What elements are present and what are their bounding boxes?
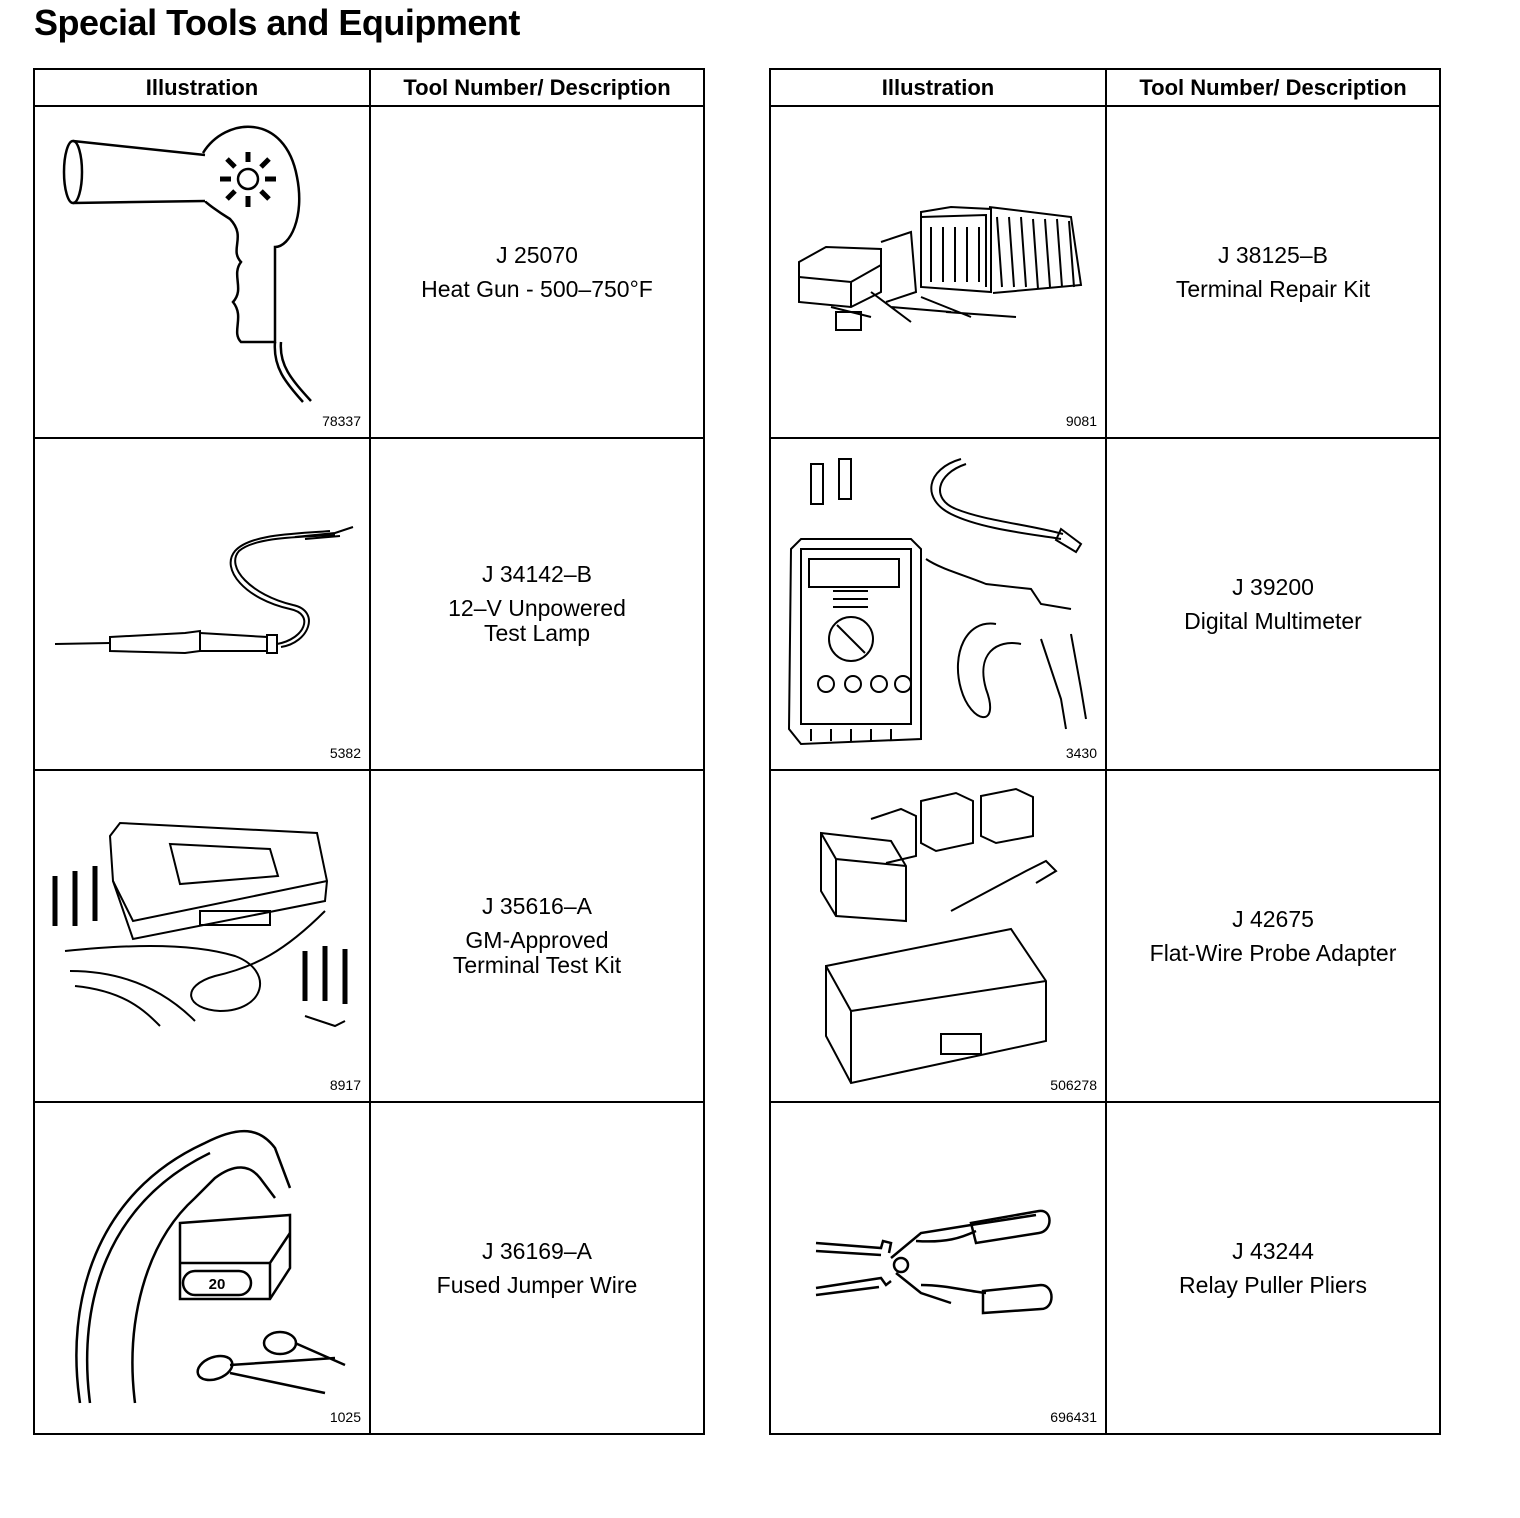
- fuse-rating-badge: 20: [208, 1276, 226, 1293]
- tool-description: GM-Approved Terminal Test Kit: [452, 927, 622, 978]
- figure-number: 78337: [322, 413, 361, 429]
- illustration-cell: [34, 770, 370, 1102]
- description-cell: [370, 106, 704, 438]
- description-cell: [370, 1102, 704, 1434]
- relay-puller-pliers-icon: [771, 1103, 1105, 1433]
- figure-number: 696431: [1050, 1409, 1097, 1425]
- terminal-repair-kit-icon: [771, 107, 1105, 437]
- terminal-test-kit-icon: [35, 771, 369, 1101]
- test-lamp-icon: [35, 439, 369, 769]
- tool-description: Flat-Wire Probe Adapter: [1149, 939, 1397, 966]
- description-header: Tool Number/ Description: [1106, 69, 1440, 106]
- tool-description: Digital Multimeter: [1184, 607, 1362, 634]
- table-row: [34, 1102, 704, 1434]
- illustration-header: Illustration: [34, 69, 370, 106]
- description-cell: [370, 770, 704, 1102]
- description-cell: [1106, 438, 1440, 770]
- tool-number: J 35616–A: [482, 893, 592, 919]
- fused-jumper-wire-icon: [35, 1103, 369, 1433]
- table-row: [34, 106, 704, 438]
- illustration-header: Illustration: [770, 69, 1106, 106]
- illustration-cell: [34, 438, 370, 770]
- description-cell: [370, 438, 704, 770]
- tool-number: J 34142–B: [482, 561, 592, 587]
- tool-description: Relay Puller Pliers: [1179, 1271, 1367, 1298]
- description-cell: [1106, 770, 1440, 1102]
- figure-number: 8917: [329, 1077, 361, 1093]
- tool-number: J 36169–A: [482, 1237, 592, 1264]
- illustration-cell: [34, 1102, 370, 1434]
- description-cell: [1106, 106, 1440, 438]
- illustration-cell: [34, 106, 370, 438]
- page-title: Special Tools and Equipment: [34, 2, 520, 43]
- tools-table-left: [33, 68, 705, 1435]
- table-row: [34, 438, 704, 770]
- description-header: Tool Number/ Description: [370, 69, 704, 106]
- illustration-cell: [770, 106, 1106, 438]
- illustration-cell: [770, 438, 1106, 770]
- tool-description: Terminal Repair Kit: [1175, 275, 1371, 302]
- figure-number: 506278: [1050, 1077, 1097, 1093]
- table-row: [770, 438, 1440, 770]
- tool-number: J 43244: [1232, 1237, 1314, 1264]
- probe-adapter-icon: [771, 771, 1105, 1101]
- digital-multimeter-icon: [771, 439, 1105, 769]
- table-header-row: [770, 69, 1440, 106]
- table-row: [770, 106, 1440, 438]
- table-row: [34, 770, 704, 1102]
- tool-number: J 42675: [1232, 905, 1314, 932]
- illustration-cell: [770, 1102, 1106, 1434]
- figure-number: 9081: [1065, 413, 1097, 429]
- table-header-row: [34, 69, 704, 106]
- tool-description: Fused Jumper Wire: [436, 1271, 638, 1298]
- tool-description: 12–V Unpowered Test Lamp: [448, 595, 626, 646]
- illustration-cell: [770, 770, 1106, 1102]
- figure-number: 3430: [1065, 745, 1097, 761]
- heat-gun-icon: [35, 107, 369, 437]
- tools-table-right: [769, 68, 1441, 1435]
- tool-number: J 25070: [496, 241, 578, 268]
- table-row: [770, 1102, 1440, 1434]
- tool-description: Heat Gun - 500–750°F: [421, 275, 653, 302]
- tool-number: J 38125–B: [1218, 241, 1328, 268]
- description-cell: [1106, 1102, 1440, 1434]
- figure-number: 1025: [329, 1409, 361, 1425]
- figure-number: 5382: [329, 745, 361, 761]
- table-row: [770, 770, 1440, 1102]
- tool-number: J 39200: [1232, 573, 1314, 600]
